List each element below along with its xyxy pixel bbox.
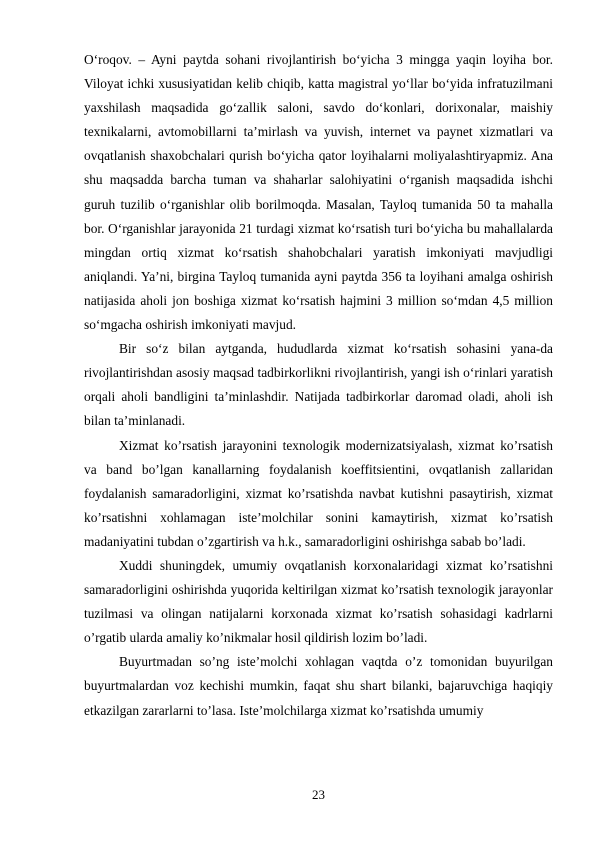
page-number: 23 [312, 787, 325, 802]
paragraph-4: Xuddi shuningdek, umumiy ovqatlanish korxonalaridagi xizmat ko’rsatishni samaradorligini oshirishda yuqorida keltirilgan xizmat ko’rsatish texnologik jarayonlar tuzilmasi va olingan natijalarni korxonada xizmat ko’rsatish sohasidagi kadrlarni o’rgatib ularda amaliy ko’nikmalar hosil qildirish lozim bo’ladi. [84, 557, 553, 646]
paragraph-5: Buyurtmadan so’ng iste’molchi xohlagan vaqtda o’z tomonidan buyurilgan buyurtmalardan voz kechishi mumkin, faqat shu shart bilanki, bajaruvchiga haqiqiy etkazilgan zararlarni to’lasa. Iste’molchilarga xizmat ko’rsatishda umumiy [84, 654, 553, 718]
paragraph-1: O‘roqov. – Ayni paytda sohani rivojlantirish bo‘yicha 3 mingga yaqin loyiha bor. Viloyat ichki xususiyatidan kelib chiqib, katta magistral yo‘llar bo‘yida infratuzilmani yaxshilash maqsadida go‘zallik saloni, savdo do‘konlari, dorixonalar, maishiy texnikalarni, avtomobillarni ta’mirlash va yuvish, internet va paynet xizmatlari va ovqatlanish shaxobchalari qurish bo‘yicha qator loyihalarni moliyalashtiryapmiz. Ana shu maqsadda barcha tuman va shaharlar salohiyatini o‘rganish maqsadida ishchi guruh tuzilib o‘rganishlar olib borilmoqda. Masalan, Tayloq tumanida 50 ta mahalla bor. O‘rganishlar jarayonida 21 turdagi xizmat ko‘rsatish turi bo‘yicha bu mahallalarda mingdan ortiq xizmat ko‘rsatish shahobchalari yaratish imkoniyati mavjudligi aniqlandi. Ya’ni, birgina Tayloq tumanida ayni paytda 356 ta loyihani amalga oshirish natijasida aholi jon boshiga xizmat ko‘rsatish hajmini 3 million so‘mdan 4,5 million so‘mgacha oshirish imkoniyati mavjud. [84, 52, 553, 333]
paragraph-3: Xizmat ko’rsatish jarayonini texnologik modernizatsiyalash, xizmat ko’rsatish va band bo’lgan kanallarning foydalanish koeffitsientini, ovqatlanish zallaridan foydalanish samaradorligini, xizmat ko’rsatishda navbat kutishni pasaytirish, xizmat ko’rsatishni xohlamagan iste’molchilar sonini kamaytirish, xizmat ko’rsatish madaniyatini tubdan o’zgartirish va h.k., samaradorligini oshirishga sabab bo’ladi. [84, 437, 553, 549]
document-page [84, 48, 553, 723]
paragraph-2: Bir so‘z bilan aytganda, hududlarda xizmat ko‘rsatish sohasini yana-da rivojlantirishdan asosiy maqsad tadbirkorlikni rivojlantirish, yangi ish o‘rinlari yaratish orqali aholi bandligini ta’minlashdir. Natijada tadbirkorlar daromad oladi, aholi ish bilan ta’minlanadi. [84, 341, 553, 429]
